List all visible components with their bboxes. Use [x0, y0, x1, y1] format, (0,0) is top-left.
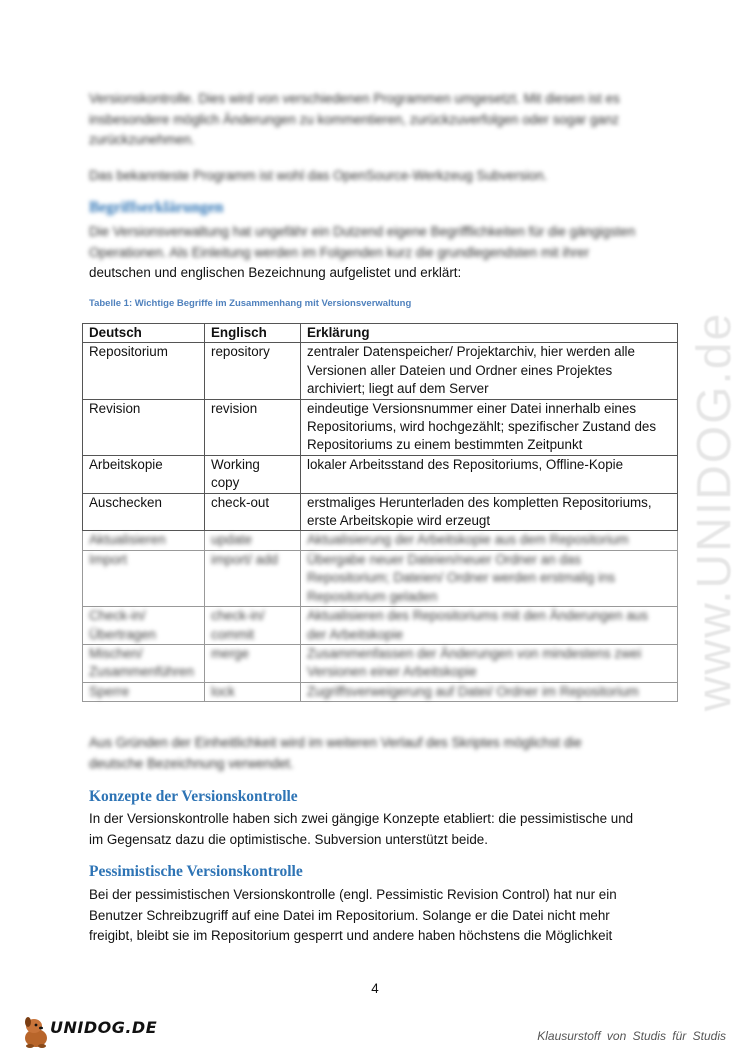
intro-paragraph-2: [89, 166, 669, 187]
cell-english: Working copy: [205, 455, 301, 493]
table-row-blurred: Import import/ add Übergabe neuer Dateien/neuer Ordner an das Repositorium; Dateien/ Ordner werden erstmalig ins Repositorium geladen: [83, 550, 678, 606]
table-header-row: [83, 324, 678, 343]
cell-german: Arbeitskopie: [83, 455, 205, 493]
table-row: [83, 343, 678, 399]
section-heading-pessimistisch: Pessimistische Versionskontrolle: [89, 863, 303, 880]
begriffe-line: Operationen. Als Einleitung werden im Folgenden kurz die grundlegendsten mit ihrer: [89, 244, 590, 260]
table-row: [83, 399, 678, 455]
cell-explanation: erstmaliges Herunterladen des kompletten Repositoriums, erste Arbeitskopie wird erzeugt: [301, 493, 678, 531]
cell-german: Revision: [83, 399, 205, 455]
table-row: [83, 455, 678, 493]
intro-line: Das bekannteste Programm ist wohl das OpenSource-Werkzeug Subversion.: [89, 168, 548, 183]
intro-line: insbesondere möglich Änderungen zu kommentieren, zurückzuverfolgen oder sogar ganz: [89, 111, 619, 127]
begriffe-line: Die Versionsverwaltung hat ungefähr ein Dutzend eigene Begrifflichkeiten für die gängigsten: [89, 224, 636, 239]
after-table-paragraph: Aus Gründen der Einheitlichkeit wird im weiteren Verlauf des Skriptes möglichst die deutsche Bezeichnung verwendet.: [89, 735, 582, 771]
intro-line: zurückzunehmen.: [89, 132, 195, 147]
intro-paragraph: [89, 89, 669, 151]
watermark-text: www.UNIDOG.de: [688, 311, 742, 711]
cell-explanation: eindeutige Versionsnummer einer Datei innerhalb eines Repositoriums, wird hochgezählt; spezifischer Zustand des Repositoriums zu einem bestimmten Zeitpunkt: [301, 399, 678, 455]
cell-german: Auschecken: [83, 493, 205, 531]
cell-english: revision: [205, 399, 301, 455]
section-heading-konzepte: Konzepte der Versionskontrolle: [89, 788, 298, 805]
logo-text: UNIDOG.DE: [50, 1018, 158, 1037]
footer-slogan: Klausurstoff von Studis für Studis: [537, 1029, 726, 1043]
cell-english: check-out: [205, 493, 301, 531]
column-header: Erklärung: [301, 324, 678, 343]
terms-table: [82, 323, 678, 702]
table-row-blurred: Aktualisieren update Aktualisierung der Arbeitskopie aus dem Repositorium: [83, 531, 678, 550]
cell-explanation: lokaler Arbeitsstand des Repositoriums, Offline-Kopie: [301, 455, 678, 493]
page-number: 4: [371, 981, 379, 996]
begriffe-line: deutschen und englischen Bezeichnung aufgelistet und erklärt:: [89, 265, 462, 280]
column-header: Englisch: [205, 324, 301, 343]
column-header: Deutsch: [83, 324, 205, 343]
pessimistisch-paragraph: Bei der pessimistischen Versionskontrolle (engl. Pessimistic Revision Control) hat nur ein Benutzer Schreibzugriff auf eine Datei im Repositorium. Solange er die Datei nicht mehr freigibt, bleibt sie im Repositorium gesperrt und andere haben höchstens die Möglichkeit: [89, 887, 617, 943]
table-row-blurred: Sperre lock Zugriffsverweigerung auf Datei/ Ordner im Repositorium: [83, 682, 678, 701]
cell-german: Repositorium: [83, 343, 205, 399]
table-row: [83, 493, 678, 531]
intro-line: Versionskontrolle. Dies wird von verschiedenen Programmen umgesetzt. Mit diesen ist es: [89, 91, 620, 106]
section-heading-begriffe: Begriffserklärungen: [89, 199, 224, 216]
table-caption: Tabelle 1: Wichtige Begriffe im Zusammenhang mit Versionsverwaltung: [89, 298, 412, 309]
dog-icon: [25, 1017, 47, 1048]
cell-explanation: zentraler Datenspeicher/ Projektarchiv, hier werden alle Versionen aller Dateien und Ordner eines Projektes archiviert; liegt auf dem Server: [301, 343, 678, 399]
begriffe-paragraph: [89, 222, 669, 284]
konzepte-paragraph: In der Versionskontrolle haben sich zwei gängige Konzepte etabliert: die pessimistische und im Gegensatz dazu die optimistische. Subversion unterstützt beide.: [89, 811, 634, 847]
table-row-blurred: Check-in/ Übertragen check-in/ commit Aktualisieren des Repositoriums mit den Änderungen aus der Arbeitskopie: [83, 607, 678, 645]
table-row-blurred: Mischen/ Zusammenführen merge Zusammenfassen der Änderungen von mindestens zwei Versionen einer Arbeitskopie: [83, 644, 678, 682]
cell-english: repository: [205, 343, 301, 399]
